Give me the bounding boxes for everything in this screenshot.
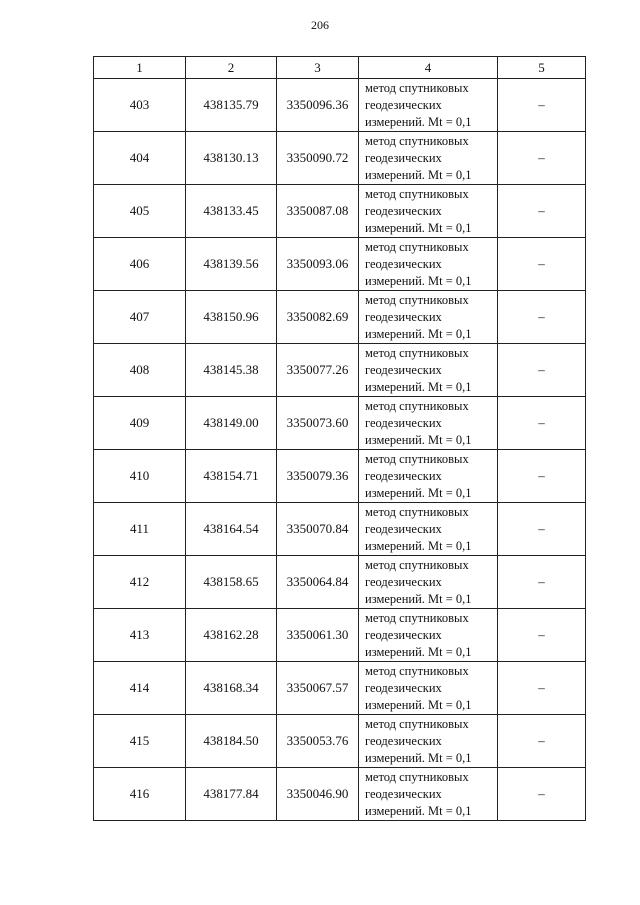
- x-coordinate-cell: 438168.34: [186, 662, 277, 715]
- table-row: [94, 662, 586, 715]
- page-number: 206: [311, 18, 329, 32]
- y-coordinate-cell: 3350070.84: [277, 503, 359, 556]
- point-number-cell: 405: [94, 185, 186, 238]
- method-cell: метод спутниковых геодезических измерений. Mt = 0,1: [359, 238, 498, 291]
- x-coordinate-cell: 438162.28: [186, 609, 277, 662]
- x-coordinate-cell: 438150.96: [186, 291, 277, 344]
- x-coordinate-cell: 438164.54: [186, 503, 277, 556]
- table-row: [94, 450, 586, 503]
- point-number-cell: 414: [94, 662, 186, 715]
- y-coordinate-cell: 3350064.84: [277, 556, 359, 609]
- table-row: [94, 238, 586, 291]
- table-row: [94, 556, 586, 609]
- method-cell: метод спутниковых геодезических измерений. Mt = 0,1: [359, 768, 498, 821]
- table-row: [94, 609, 586, 662]
- point-number-cell: 412: [94, 556, 186, 609]
- y-coordinate-cell: 3350067.57: [277, 662, 359, 715]
- x-coordinate-cell: 438145.38: [186, 344, 277, 397]
- y-coordinate-cell: 3350079.36: [277, 450, 359, 503]
- note-cell: –: [498, 397, 586, 450]
- y-coordinate-cell: 3350073.60: [277, 397, 359, 450]
- method-cell: метод спутниковых геодезических измерений. Mt = 0,1: [359, 79, 498, 132]
- table-row: [94, 715, 586, 768]
- note-cell: –: [498, 344, 586, 397]
- y-coordinate-cell: 3350093.06: [277, 238, 359, 291]
- point-number-cell: 407: [94, 291, 186, 344]
- point-number-cell: 406: [94, 238, 186, 291]
- y-coordinate-cell: 3350046.90: [277, 768, 359, 821]
- method-cell: метод спутниковых геодезических измерений. Mt = 0,1: [359, 662, 498, 715]
- note-cell: –: [498, 715, 586, 768]
- table-row: [94, 344, 586, 397]
- method-cell: метод спутниковых геодезических измерений. Mt = 0,1: [359, 397, 498, 450]
- column-header-4: 4: [359, 57, 498, 79]
- x-coordinate-cell: 438149.00: [186, 397, 277, 450]
- note-cell: –: [498, 450, 586, 503]
- method-cell: метод спутниковых геодезических измерений. Mt = 0,1: [359, 291, 498, 344]
- point-number-cell: 413: [94, 609, 186, 662]
- method-cell: метод спутниковых геодезических измерений. Mt = 0,1: [359, 185, 498, 238]
- y-coordinate-cell: 3350053.76: [277, 715, 359, 768]
- x-coordinate-cell: 438130.13: [186, 132, 277, 185]
- column-header-2: 2: [186, 57, 277, 79]
- y-coordinate-cell: 3350087.08: [277, 185, 359, 238]
- note-cell: –: [498, 132, 586, 185]
- table-header-row: [94, 57, 586, 79]
- column-header-5: 5: [498, 57, 586, 79]
- column-header-1: 1: [94, 57, 186, 79]
- note-cell: –: [498, 556, 586, 609]
- note-cell: –: [498, 662, 586, 715]
- table-row: [94, 185, 586, 238]
- x-coordinate-cell: 438139.56: [186, 238, 277, 291]
- method-cell: метод спутниковых геодезических измерений. Mt = 0,1: [359, 503, 498, 556]
- table-body: [94, 79, 586, 821]
- point-number-cell: 416: [94, 768, 186, 821]
- note-cell: –: [498, 291, 586, 344]
- y-coordinate-cell: 3350096.36: [277, 79, 359, 132]
- note-cell: –: [498, 609, 586, 662]
- note-cell: –: [498, 768, 586, 821]
- point-number-cell: 404: [94, 132, 186, 185]
- point-number-cell: 403: [94, 79, 186, 132]
- note-cell: –: [498, 503, 586, 556]
- coordinates-table: [93, 56, 586, 821]
- y-coordinate-cell: 3350077.26: [277, 344, 359, 397]
- table-row: [94, 768, 586, 821]
- y-coordinate-cell: 3350061.30: [277, 609, 359, 662]
- y-coordinate-cell: 3350090.72: [277, 132, 359, 185]
- method-cell: метод спутниковых геодезических измерений. Mt = 0,1: [359, 132, 498, 185]
- method-cell: метод спутниковых геодезических измерений. Mt = 0,1: [359, 450, 498, 503]
- y-coordinate-cell: 3350082.69: [277, 291, 359, 344]
- method-cell: метод спутниковых геодезических измерений. Mt = 0,1: [359, 715, 498, 768]
- x-coordinate-cell: 438158.65: [186, 556, 277, 609]
- x-coordinate-cell: 438133.45: [186, 185, 277, 238]
- table-row: [94, 132, 586, 185]
- method-cell: метод спутниковых геодезических измерений. Mt = 0,1: [359, 556, 498, 609]
- x-coordinate-cell: 438177.84: [186, 768, 277, 821]
- table-row: [94, 503, 586, 556]
- point-number-cell: 411: [94, 503, 186, 556]
- table-row: [94, 79, 586, 132]
- note-cell: –: [498, 238, 586, 291]
- note-cell: –: [498, 79, 586, 132]
- table-row: [94, 397, 586, 450]
- x-coordinate-cell: 438135.79: [186, 79, 277, 132]
- point-number-cell: 408: [94, 344, 186, 397]
- method-cell: метод спутниковых геодезических измерений. Mt = 0,1: [359, 344, 498, 397]
- x-coordinate-cell: 438154.71: [186, 450, 277, 503]
- method-cell: метод спутниковых геодезических измерений. Mt = 0,1: [359, 609, 498, 662]
- note-cell: –: [498, 185, 586, 238]
- point-number-cell: 415: [94, 715, 186, 768]
- table-row: [94, 291, 586, 344]
- column-header-3: 3: [277, 57, 359, 79]
- point-number-cell: 410: [94, 450, 186, 503]
- x-coordinate-cell: 438184.50: [186, 715, 277, 768]
- point-number-cell: 409: [94, 397, 186, 450]
